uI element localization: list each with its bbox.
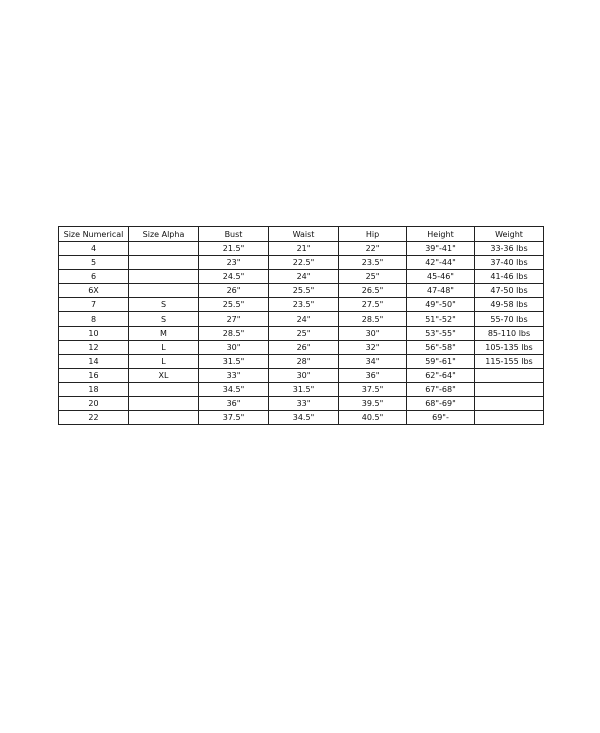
cell-weight: [475, 368, 544, 382]
size-chart-table: [58, 226, 544, 425]
cell-weight: [475, 411, 544, 425]
cell-height: 39"-41": [407, 242, 475, 256]
cell-hip: 36": [339, 368, 407, 382]
cell-weight: 115-155 lbs: [475, 354, 544, 368]
cell-hip: 37.5": [339, 382, 407, 396]
cell-bust: 36": [199, 397, 269, 411]
header-size-alpha: Size Alpha: [129, 227, 199, 242]
cell-height: 51"-52": [407, 312, 475, 326]
cell-size-numerical: 4: [59, 242, 129, 256]
cell-height: 62"-64": [407, 368, 475, 382]
cell-size-numerical: 7: [59, 298, 129, 312]
cell-weight: 85-110 lbs: [475, 326, 544, 340]
table-row: [59, 284, 544, 298]
header-hip: Hip: [339, 227, 407, 242]
cell-bust: 30": [199, 340, 269, 354]
cell-size-alpha: [129, 256, 199, 270]
header-height: Height: [407, 227, 475, 242]
cell-height: 53"-55": [407, 326, 475, 340]
cell-bust: 33": [199, 368, 269, 382]
cell-height: 42"-44": [407, 256, 475, 270]
cell-weight: 105-135 lbs: [475, 340, 544, 354]
cell-bust: 21.5": [199, 242, 269, 256]
cell-size-numerical: 8: [59, 312, 129, 326]
table-row: [59, 312, 544, 326]
header-bust: Bust: [199, 227, 269, 242]
cell-waist: 23.5": [269, 298, 339, 312]
cell-bust: 27": [199, 312, 269, 326]
table-row: [59, 354, 544, 368]
cell-weight: 41-46 lbs: [475, 270, 544, 284]
cell-weight: [475, 382, 544, 396]
cell-size-alpha: [129, 242, 199, 256]
size-chart-body: [59, 242, 544, 425]
cell-bust: 34.5": [199, 382, 269, 396]
cell-height: 59"-61": [407, 354, 475, 368]
table-row: [59, 326, 544, 340]
table-row: [59, 242, 544, 256]
cell-height: 49"-50": [407, 298, 475, 312]
table-row: [59, 382, 544, 396]
table-row: [59, 298, 544, 312]
cell-height: 67"-68": [407, 382, 475, 396]
cell-hip: 26.5": [339, 284, 407, 298]
cell-size-alpha: L: [129, 340, 199, 354]
cell-weight: [475, 397, 544, 411]
header-waist: Waist: [269, 227, 339, 242]
size-chart-header: [59, 227, 544, 242]
cell-waist: 31.5": [269, 382, 339, 396]
cell-size-numerical: 5: [59, 256, 129, 270]
cell-height: 69"-: [407, 411, 475, 425]
cell-bust: 24.5": [199, 270, 269, 284]
cell-bust: 23": [199, 256, 269, 270]
cell-hip: 39.5": [339, 397, 407, 411]
cell-hip: 23.5": [339, 256, 407, 270]
cell-height: 47-48": [407, 284, 475, 298]
cell-size-alpha: XL: [129, 368, 199, 382]
cell-size-numerical: 22: [59, 411, 129, 425]
cell-waist: 26": [269, 340, 339, 354]
cell-hip: 25": [339, 270, 407, 284]
cell-weight: 33-36 lbs: [475, 242, 544, 256]
cell-size-alpha: [129, 411, 199, 425]
cell-hip: 27.5": [339, 298, 407, 312]
cell-hip: 32": [339, 340, 407, 354]
cell-size-alpha: [129, 397, 199, 411]
cell-waist: 24": [269, 312, 339, 326]
cell-hip: 34": [339, 354, 407, 368]
cell-height: 45-46": [407, 270, 475, 284]
table-row: [59, 411, 544, 425]
header-row: [59, 227, 544, 242]
cell-bust: 28.5": [199, 326, 269, 340]
cell-size-numerical: 12: [59, 340, 129, 354]
table-row: [59, 368, 544, 382]
cell-size-numerical: 20: [59, 397, 129, 411]
cell-waist: 33": [269, 397, 339, 411]
cell-waist: 21": [269, 242, 339, 256]
table-row: [59, 256, 544, 270]
table-row: [59, 270, 544, 284]
cell-hip: 40.5": [339, 411, 407, 425]
cell-waist: 25.5": [269, 284, 339, 298]
cell-size-numerical: 16: [59, 368, 129, 382]
cell-weight: 49-58 lbs: [475, 298, 544, 312]
cell-size-alpha: L: [129, 354, 199, 368]
cell-weight: 37-40 lbs: [475, 256, 544, 270]
cell-size-alpha: S: [129, 298, 199, 312]
cell-size-numerical: 6X: [59, 284, 129, 298]
cell-size-alpha: M: [129, 326, 199, 340]
cell-waist: 25": [269, 326, 339, 340]
header-size-numerical: Size Numerical: [59, 227, 129, 242]
cell-hip: 30": [339, 326, 407, 340]
cell-hip: 28.5": [339, 312, 407, 326]
cell-bust: 37.5": [199, 411, 269, 425]
cell-size-alpha: [129, 284, 199, 298]
table-row: [59, 340, 544, 354]
cell-weight: 55-70 lbs: [475, 312, 544, 326]
cell-waist: 34.5": [269, 411, 339, 425]
cell-size-numerical: 10: [59, 326, 129, 340]
header-weight: Weight: [475, 227, 544, 242]
table-row: [59, 397, 544, 411]
cell-size-alpha: [129, 270, 199, 284]
cell-waist: 24": [269, 270, 339, 284]
cell-size-numerical: 14: [59, 354, 129, 368]
cell-hip: 22": [339, 242, 407, 256]
cell-size-numerical: 18: [59, 382, 129, 396]
cell-size-numerical: 6: [59, 270, 129, 284]
cell-bust: 25.5": [199, 298, 269, 312]
cell-waist: 22.5": [269, 256, 339, 270]
cell-size-alpha: S: [129, 312, 199, 326]
cell-size-alpha: [129, 382, 199, 396]
cell-bust: 31.5": [199, 354, 269, 368]
cell-height: 56"-58": [407, 340, 475, 354]
cell-waist: 30": [269, 368, 339, 382]
cell-height: 68"-69": [407, 397, 475, 411]
cell-weight: 47-50 lbs: [475, 284, 544, 298]
cell-bust: 26": [199, 284, 269, 298]
cell-waist: 28": [269, 354, 339, 368]
